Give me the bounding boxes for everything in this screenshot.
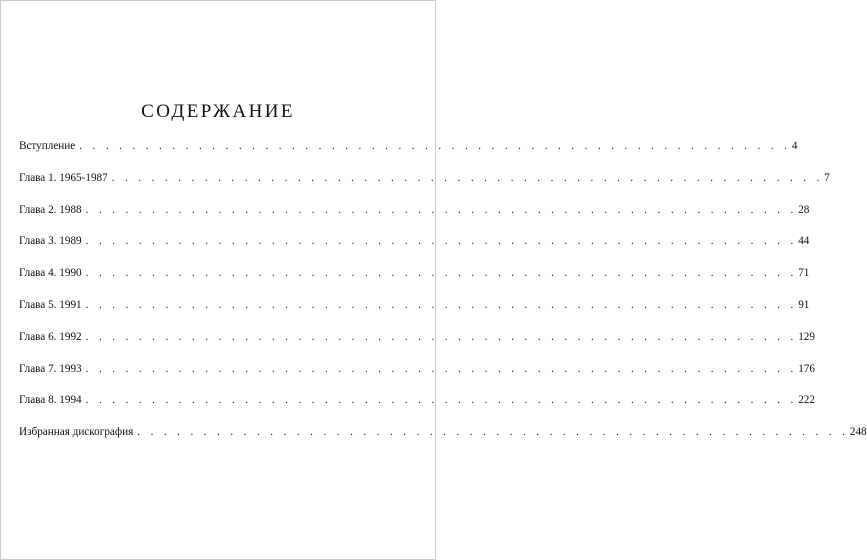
toc-leader-dots: . . . . . . . . . . . . . . . . . . . . . . . . . . . . . . . . . . . . . . . . . . . . . . . . . . . . . . xyxy=(85,394,798,407)
toc-entry-label: Глава 6. 1992 xyxy=(19,330,82,343)
toc-entry-page: 44 xyxy=(798,235,810,248)
toc-entry-page: 4 xyxy=(791,140,798,152)
toc-entry xyxy=(19,234,810,266)
toc-entry-page: 129 xyxy=(798,330,815,343)
toc-entry xyxy=(19,266,810,298)
toc-entry-label: Глава 5. 1991 xyxy=(19,298,82,311)
toc-list xyxy=(19,139,867,457)
toc-leader-dots: . . . . . . . . . . . . . . . . . . . . . . . . . . . . . . . . . . . . . . . . . . . . . . . . . . . . . . xyxy=(85,298,798,311)
toc-leader-dots: . . . . . . . . . . . . . . . . . . . . . . . . . . . . . . . . . . . . . . . . . . . . . . . . . . . . . . xyxy=(85,267,798,280)
toc-leader-dots: . . . . . . . . . . . . . . . . . . . . . . . . . . . . . . . . . . . . . . . . . . . . . . . . . . . . . . xyxy=(85,203,798,216)
toc-entry-label: Глава 2. 1988 xyxy=(19,203,82,216)
toc-title: СОДЕРЖАНИЕ xyxy=(141,101,295,122)
toc-entry xyxy=(19,203,810,235)
toc-entry xyxy=(19,171,830,203)
toc-leader-dots: . . . . . . . . . . . . . . . . . . . . . . . . . . . . . . . . . . . . . . . . . . . . . . . . . . . . . . xyxy=(111,171,824,184)
toc-entry xyxy=(19,425,867,457)
toc-entry-page: 91 xyxy=(798,298,810,311)
toc-entry-label: Вступление xyxy=(19,140,76,152)
toc-leader-dots: . . . . . . . . . . . . . . . . . . . . . . . . . . . . . . . . . . . . . . . . . . . . . . . . . . . . . . xyxy=(85,235,798,248)
toc-leader-dots: . . . . . . . . . . . . . . . . . . . . . . . . . . . . . . . . . . . . . . . . . . . . . . . . . . . . . . xyxy=(85,362,798,375)
toc-entry-page: 7 xyxy=(824,171,830,184)
toc-entry-page: 222 xyxy=(798,394,815,407)
toc-entry xyxy=(19,298,810,330)
toc-entry-label: Избранная дискография xyxy=(19,426,134,439)
toc-entry-label: Глава 3. 1989 xyxy=(19,235,82,248)
toc-entry-page: 176 xyxy=(798,362,815,375)
toc-entry-label: Глава 4. 1990 xyxy=(19,267,82,280)
toc-entry-page: 71 xyxy=(798,267,810,280)
toc-entry-label: Глава 1. 1965-1987 xyxy=(19,171,108,184)
toc-entry-page: 28 xyxy=(798,203,810,216)
toc-entry xyxy=(19,393,815,425)
toc-entry xyxy=(19,330,815,362)
toc-leader-dots: . . . . . . . . . . . . . . . . . . . . . . . . . . . . . . . . . . . . . . . . . . . . . . . . . . . . . . xyxy=(137,426,849,439)
toc-entry-page: 248 xyxy=(849,426,867,439)
toc-entry xyxy=(19,139,798,171)
toc-leader-dots: . . . . . . . . . . . . . . . . . . . . . . . . . . . . . . . . . . . . . . . . . . . . . . . . . . . . . . xyxy=(85,330,798,343)
toc-leader-dots: . . . . . . . . . . . . . . . . . . . . . . . . . . . . . . . . . . . . . . . . . . . . . . . . . . . . . . xyxy=(79,140,791,152)
toc-entry-label: Глава 8. 1994 xyxy=(19,394,82,407)
toc-entry-label: Глава 7. 1993 xyxy=(19,362,82,375)
toc-entry xyxy=(19,362,815,394)
